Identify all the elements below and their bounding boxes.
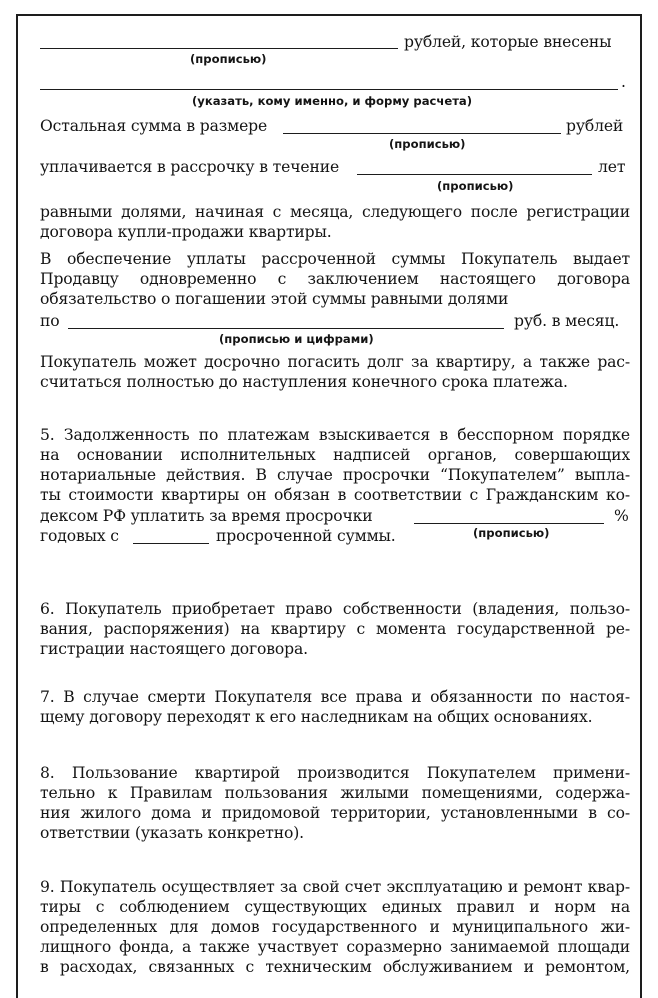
text-line: 6. Покупатель приобретает право собственности (владения, пользо- xyxy=(40,600,630,618)
text-line: уплачивается в рассрочку в течение xyxy=(40,158,340,176)
caption-label: (прописью) xyxy=(473,526,550,540)
text-line: % xyxy=(614,507,629,525)
text-line: 7. В случае смерти Покупателя все права и обязанности по настоя- xyxy=(40,688,630,706)
caption-label: (прописью) xyxy=(437,179,514,193)
caption-label: (прописью) xyxy=(190,52,267,66)
text-line: . xyxy=(621,73,626,91)
text-line: 8. Пользование квартирой производится Покупателем примени- xyxy=(40,764,630,782)
fill-blank-recipient xyxy=(40,89,618,90)
text-line: рублей, которые внесены xyxy=(404,33,612,51)
fill-blank-amount xyxy=(40,48,398,49)
fill-blank-date xyxy=(133,543,209,544)
text-line: 9. Покупатель осуществляет за свой счет эксплуатацию и ремонт квар- xyxy=(40,878,630,896)
text-line: вания, распоряжения) на квартиру с момента государственной ре- xyxy=(40,620,630,638)
text-line: лищного фонда, а также участвует соразмерно занимаемой площади xyxy=(40,938,630,956)
text-line: гистрации настоящего договора. xyxy=(40,640,308,658)
text-line: рублей xyxy=(566,117,624,135)
text-line: обязательство о погашении этой суммы равными долями xyxy=(40,290,509,308)
text-line: В обеспечение уплаты рассроченной суммы Покупатель выдает xyxy=(40,250,630,268)
fill-blank-percent xyxy=(414,523,604,524)
text-line: тельно к Правилам пользования жилыми помещениями, содержа- xyxy=(40,784,630,802)
text-line: Остальная сумма в размере xyxy=(40,117,268,135)
caption-label: (прописью и цифрами) xyxy=(219,332,374,346)
text-line: на основании исполнительных надписей органов, совершающих xyxy=(40,446,630,464)
fill-blank-remaining-sum xyxy=(283,133,561,134)
text-line: руб. в месяц. xyxy=(514,312,620,330)
text-line: Покупатель может досрочно погасить долг за квартиру, а также рас- xyxy=(40,353,630,371)
caption-label: (указать, кому именно, и форму расчета) xyxy=(192,94,473,108)
fill-blank-monthly-payment xyxy=(68,328,504,329)
text-line: ответствии (указать конкретно). xyxy=(40,824,304,842)
caption-label: (прописью) xyxy=(389,137,466,151)
text-line: равными долями, начиная с месяца, следующего после регистрации xyxy=(40,203,630,221)
text-line: нотариальные действия. В случае просрочки “Покупателем” выпла- xyxy=(40,466,630,484)
text-line: 5. Задолженность по платежам взыскивается в бесспорном порядке xyxy=(40,426,630,444)
text-line: тиры с соблюдением существующих единых правил и норм на xyxy=(40,898,630,916)
text-line: определенных для домов государственного и муниципального жи- xyxy=(40,918,630,936)
text-line: ния жилого дома и придомовой территории, установленными в со- xyxy=(40,804,630,822)
text-line: щему договору переходят к его наследникам на общих основаниях. xyxy=(40,708,593,726)
text-line: просроченной суммы. xyxy=(216,527,396,545)
text-line: дексом РФ уплатить за время просрочки xyxy=(40,507,373,525)
text-line: ты стоимости квартиры он обязан в соответствии с Гражданским ко- xyxy=(40,486,630,504)
text-line: годовых с xyxy=(40,527,119,545)
fill-blank-years xyxy=(357,174,592,175)
text-line: лет xyxy=(598,158,626,176)
text-line: договора купли-продажи квартиры. xyxy=(40,223,332,241)
text-line: в расходах, связанных с техническим обслуживанием и ремонтом, xyxy=(40,958,630,976)
text-line: считаться полностью до наступления конечного срока платежа. xyxy=(40,373,568,391)
text-line: Продавцу одновременно с заключением настоящего договора xyxy=(40,270,630,288)
text-line: по xyxy=(40,312,60,330)
